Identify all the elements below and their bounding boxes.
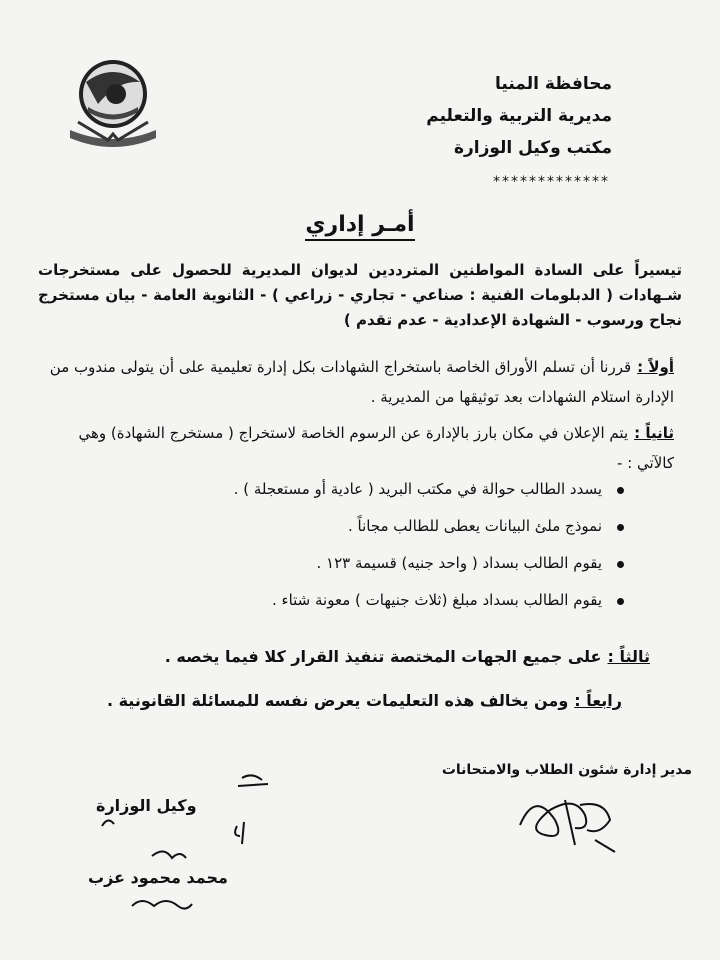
item-third	[40, 642, 650, 672]
list-item	[40, 554, 624, 591]
bullet-icon	[617, 487, 624, 494]
item-first	[40, 352, 674, 412]
header-office: مكتب وكيل الوزارة	[453, 138, 612, 158]
item-third-label: ثالثاً :	[607, 647, 650, 666]
bullet-icon	[617, 598, 624, 605]
list-item	[40, 591, 624, 628]
item-first-label: أولاً :	[637, 358, 674, 376]
bullet-icon	[617, 561, 624, 568]
list-item-text: يسدد الطالب حوالة في مكتب البريد ( عادية أو مستعجلة ) .	[233, 480, 602, 498]
signature-left-icon	[92, 766, 272, 926]
item-second	[40, 418, 674, 478]
list-item-text: نموذج ملئ البيانات يعطى للطالب مجاناً .	[347, 517, 602, 535]
header-directorate: مديرية التربية والتعليم	[426, 106, 612, 126]
list-item-text: يقوم الطالب بسداد مبلغ (ثلاث جنيهات ) معونة شتاء .	[271, 591, 602, 609]
page-title	[0, 212, 720, 237]
item-second-text: يتم الإعلان في مكان بارز بالإدارة عن الرسوم الخاصة لاستخراج ( مستخرج الشهادة) وهي كالآتي : -	[78, 424, 674, 472]
header-separator: *************	[493, 174, 610, 190]
signature-name-left: محمد محمود عزب	[88, 868, 228, 887]
ministry-logo-icon	[58, 52, 168, 162]
item-fourth-label: رابعاً :	[574, 691, 622, 710]
bullet-icon	[617, 524, 624, 531]
intro-text: تيسيراً على السادة المواطنين المترددين لديوان المديرية للحصول على مستخرجات شـهادات ( الدبلومات الفنية : صناعي - تجاري - زراعي ) - الثانوية العامة - بيان مستخرج نجاح ورسوب - الشهادة الإعدادية - عدم تقدم )	[38, 261, 682, 329]
item-fourth	[40, 686, 622, 716]
list-item-text: يقوم الطالب بسداد ( واحد جنيه) قسيمة ١٢٣ .	[316, 554, 602, 572]
fees-list	[40, 480, 624, 628]
header-governorate: محافظة المنيا	[495, 74, 612, 94]
item-third-text: على جميع الجهات المختصة تنفيذ القرار كلا فيما يخصه .	[164, 647, 602, 666]
list-item	[40, 480, 624, 517]
signature-title-left: وكيل الوزارة	[96, 796, 197, 815]
signature-title-right: مدير إدارة شئون الطلاب والامتحانات	[441, 762, 692, 778]
title-text: أمـر إداري	[305, 212, 414, 241]
item-second-label: ثانياً :	[634, 424, 674, 442]
item-fourth-text: ومن يخالف هذه التعليمات يعرض نفسه للمسائلة القانونية .	[106, 691, 569, 710]
item-first-text: قررنا أن تسلم الأوراق الخاصة باستخراج الشهادات بكل إدارة تعليمية على أن يتولى مندوب من الإدارة استلام الشهادات بعد توثيقها من المديرية .	[49, 358, 674, 406]
list-item	[40, 517, 624, 554]
signature-right-icon	[505, 780, 625, 860]
